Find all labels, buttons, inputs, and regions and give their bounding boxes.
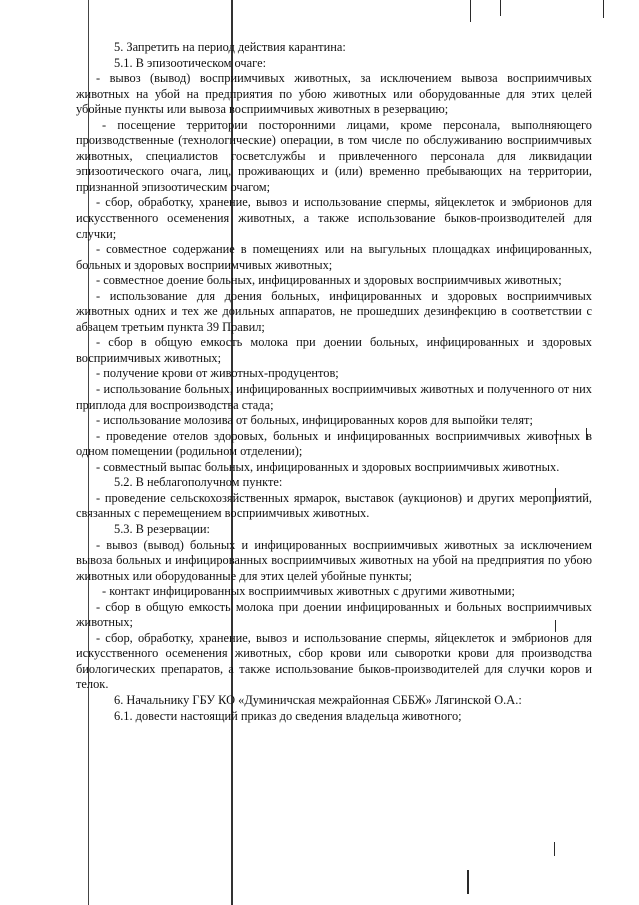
- document-body: [76, 40, 592, 724]
- document-paragraph: 6.1. довести настоящий приказ до сведения владельца животного;: [114, 708, 462, 723]
- document-paragraph: - совместный выпас больных, инфицированных и здоровых восприимчивых животных.: [96, 459, 560, 474]
- scan-artifact-line: [603, 0, 604, 18]
- document-paragraph: - сбор, обработку, хранение, вывоз и использование спермы, яйцеклеток и эмбрионов для искусственного осеменения животных, сбор крови или сыворотки крови для производства биологических препаратов, а также использование быков-производителей для случки коров и телок.: [76, 630, 592, 692]
- document-paragraph: - получение крови от животных-продуцентов;: [96, 366, 339, 381]
- document-paragraph: - посещение территории посторонними лицами, кроме персонала, выполняющего производственные (технологические) операции, в том числе по обслуживанию восприимчивых животных, специалистов госветслужбы и привлеченного персонала для ликвидации эпизоотического очага, лиц, проживающих и (или) временно пребывающих на территории, признанной эпизоотическим очагом;: [76, 117, 592, 194]
- scan-artifact-line: [467, 870, 469, 894]
- document-paragraph: - проведение сельскохозяйственных ярмарок, выставок (аукционов) и других мероприятий, связанных с перемещением восприимчивых животных.: [76, 490, 592, 521]
- document-paragraph: 5.1. В эпизоотическом очаге:: [114, 55, 267, 70]
- document-paragraph: - сбор, обработку, хранение, вывоз и использование спермы, яйцеклеток и эмбрионов для искусственного осеменения животных, а также использование быков-производителей для случки;: [76, 195, 592, 241]
- document-paragraph: - сбор в общую емкость молока при доении инфицированных и больных восприимчивых животных;: [76, 599, 592, 630]
- document-paragraph: - использование больных, инфицированных восприимчивых животных и полученного от них приплода для воспроизводства стада;: [76, 382, 592, 412]
- document-paragraph: - контакт инфицированных восприимчивых животных с другими животными;: [102, 584, 515, 599]
- document-paragraph: 5. Запретить на период действия карантина:: [114, 40, 346, 54]
- document-paragraph: - вывоз (вывод) больных и инфицированных восприимчивых животных за исключением вывоза больных и инфицированных восприимчивых животных на убой на предприятия по убою животных или оборудованные для этих целей убойные пункты;: [76, 537, 592, 583]
- document-paragraph: - вывоз (вывод) восприимчивых животных, за исключением вывоза восприимчивых животных на убой на предприятия по убою животных или оборудованные для этих целей убойные пункты или вывоза восприимчивых животных в резервацию;: [76, 71, 592, 117]
- document-paragraph: - совместное доение больных, инфицированных и здоровых восприимчивых животных;: [96, 273, 562, 288]
- document-paragraph: 5.2. В неблагополучном пункте:: [114, 475, 283, 490]
- document-paragraph: 5.3. В резервации:: [114, 521, 211, 536]
- document-paragraph: - использование для доения больных, инфицированных и здоровых восприимчивых животных одних и тех же доильных аппаратов, не прошедших дезинфекцию в соответствии с абзацем третьим пункта 39 Правил;: [76, 288, 592, 334]
- document-paragraph: 6. Начальнику ГБУ КО «Думиничская межрайонная СББЖ» Лягинской О.А.:: [114, 692, 522, 707]
- scan-artifact-line: [554, 842, 555, 856]
- scan-artifact-line: [500, 0, 501, 16]
- document-paragraph: - использование молозива от больных, инфицированных коров для выпойки телят;: [96, 413, 533, 428]
- scan-artifact-line: [470, 0, 471, 22]
- document-paragraph: - совместное содержание в помещениях или на выгульных площадках инфицированных, больных и здоровых восприимчивых животных;: [76, 242, 592, 272]
- document-paragraph: - сбор в общую емкость молока при доении больных, инфицированных и здоровых восприимчивых животных;: [76, 335, 592, 365]
- document-paragraph: - проведение отелов здоровых, больных и инфицированных восприимчивых животных в одном помещении (родильном отделении);: [76, 428, 592, 459]
